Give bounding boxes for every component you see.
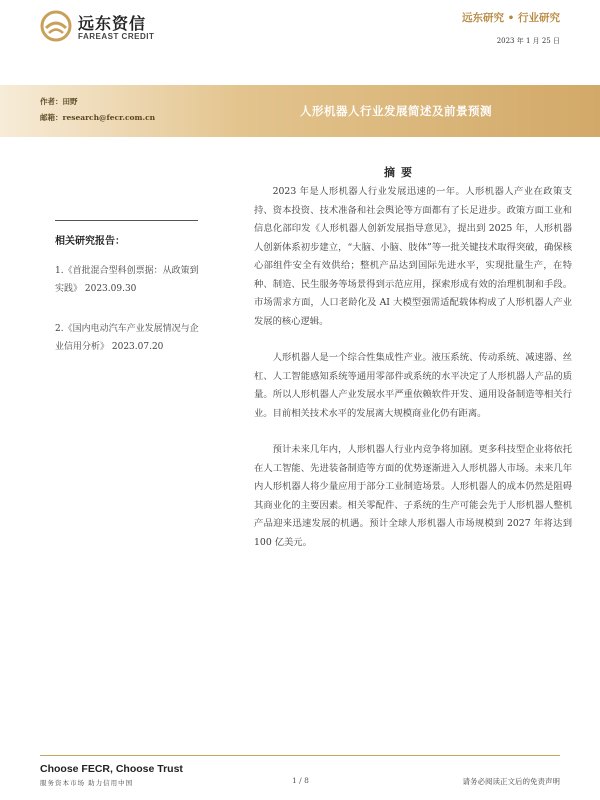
email-line: 邮箱：research@fecr.com.cn (40, 113, 156, 122)
abstract-paragraph: 人形机器人是一个综合性集成性产业。液压系统、传动系统、减速器、丝杠、人工智能感知系统等通用零部件或系统的水平决定了人形机器人产品的质量。所以人形机器人产业发展水平严重依赖软件开发、通用设备制造等相关行业。目前相关技术水平的发展离大规模商业化仍有距离。 (254, 352, 572, 419)
report-series: 远东研究 • 行业研究 (461, 12, 560, 24)
page-number: 1 / 8 (292, 776, 309, 785)
author-line: 作者：田野 (40, 97, 78, 106)
related-reports-heading: 相关研究报告： (55, 236, 125, 247)
sidebar-divider (55, 220, 198, 221)
related-report-link[interactable]: 2.《国内电动汽车产业发展情况与企业信用分析》 2023.07.20 (55, 324, 199, 352)
company-logo (40, 10, 210, 44)
report-title: 人形机器人行业发展简述及前景预测 (300, 104, 492, 118)
abstract-paragraph: 2023 年是人形机器人行业发展迅速的一年。人形机器人产业在政策支持、资本投资、技术准备和社会舆论等方面都有了长足进步。政策方面工业和信息化部印发《人形机器人创新发展指导意见》，提出到 2025 年，人形机器人创新体系初步建立，“大脑、小脑、肢体”等一批关键技术取得突破，确保核心部组件安全有效供给；整机产品达到国际先进水平，实现批量生产，在特种、制造、民生服务等场景得到示范应用，探索形成有效的治理机制和手段。市场需求方面，人口老龄化及 AI 大模型强需适配载体构成了人形机器人产业发展的核心逻辑。 (254, 186, 572, 327)
abstract-paragraph: 预计未来几年内，人形机器人行业内竞争将加剧。更多科技型企业将依托在人工智能、先进装备制造等方面的优势逐渐进入人形机器人市场。未来几年内人形机器人将少量应用于部分工业制造场景。人形机器人的成本仍然是阻碍其商业化的主要因素。相关零配件、子系统的生产可能会先于人形机器人整机产品迎来迅速发展的机遇。预计全球人形机器人市场规模到 2027 年将达到 100 亿美元。 (254, 444, 572, 548)
logo-text-cn: 远东资信 (78, 14, 147, 33)
logo-text-en: FAREAST CREDIT (78, 32, 155, 41)
abstract-heading: 摘要 (384, 166, 418, 179)
related-report-link[interactable]: 1.《首批混合型科创票据：从政策到实践》 2023.09.30 (55, 266, 199, 294)
footer-slogan: Choose FECR, Choose Trust (40, 763, 183, 775)
fareast-logo-icon (40, 10, 72, 42)
disclaimer-note: 请务必阅读正文后的免责声明 (462, 777, 560, 786)
report-date: 2023 年 1 月 25 日 (496, 37, 560, 45)
footer-subslogan: 服务资本市场 助力信用中国 (40, 779, 134, 787)
footer-divider (40, 755, 560, 756)
